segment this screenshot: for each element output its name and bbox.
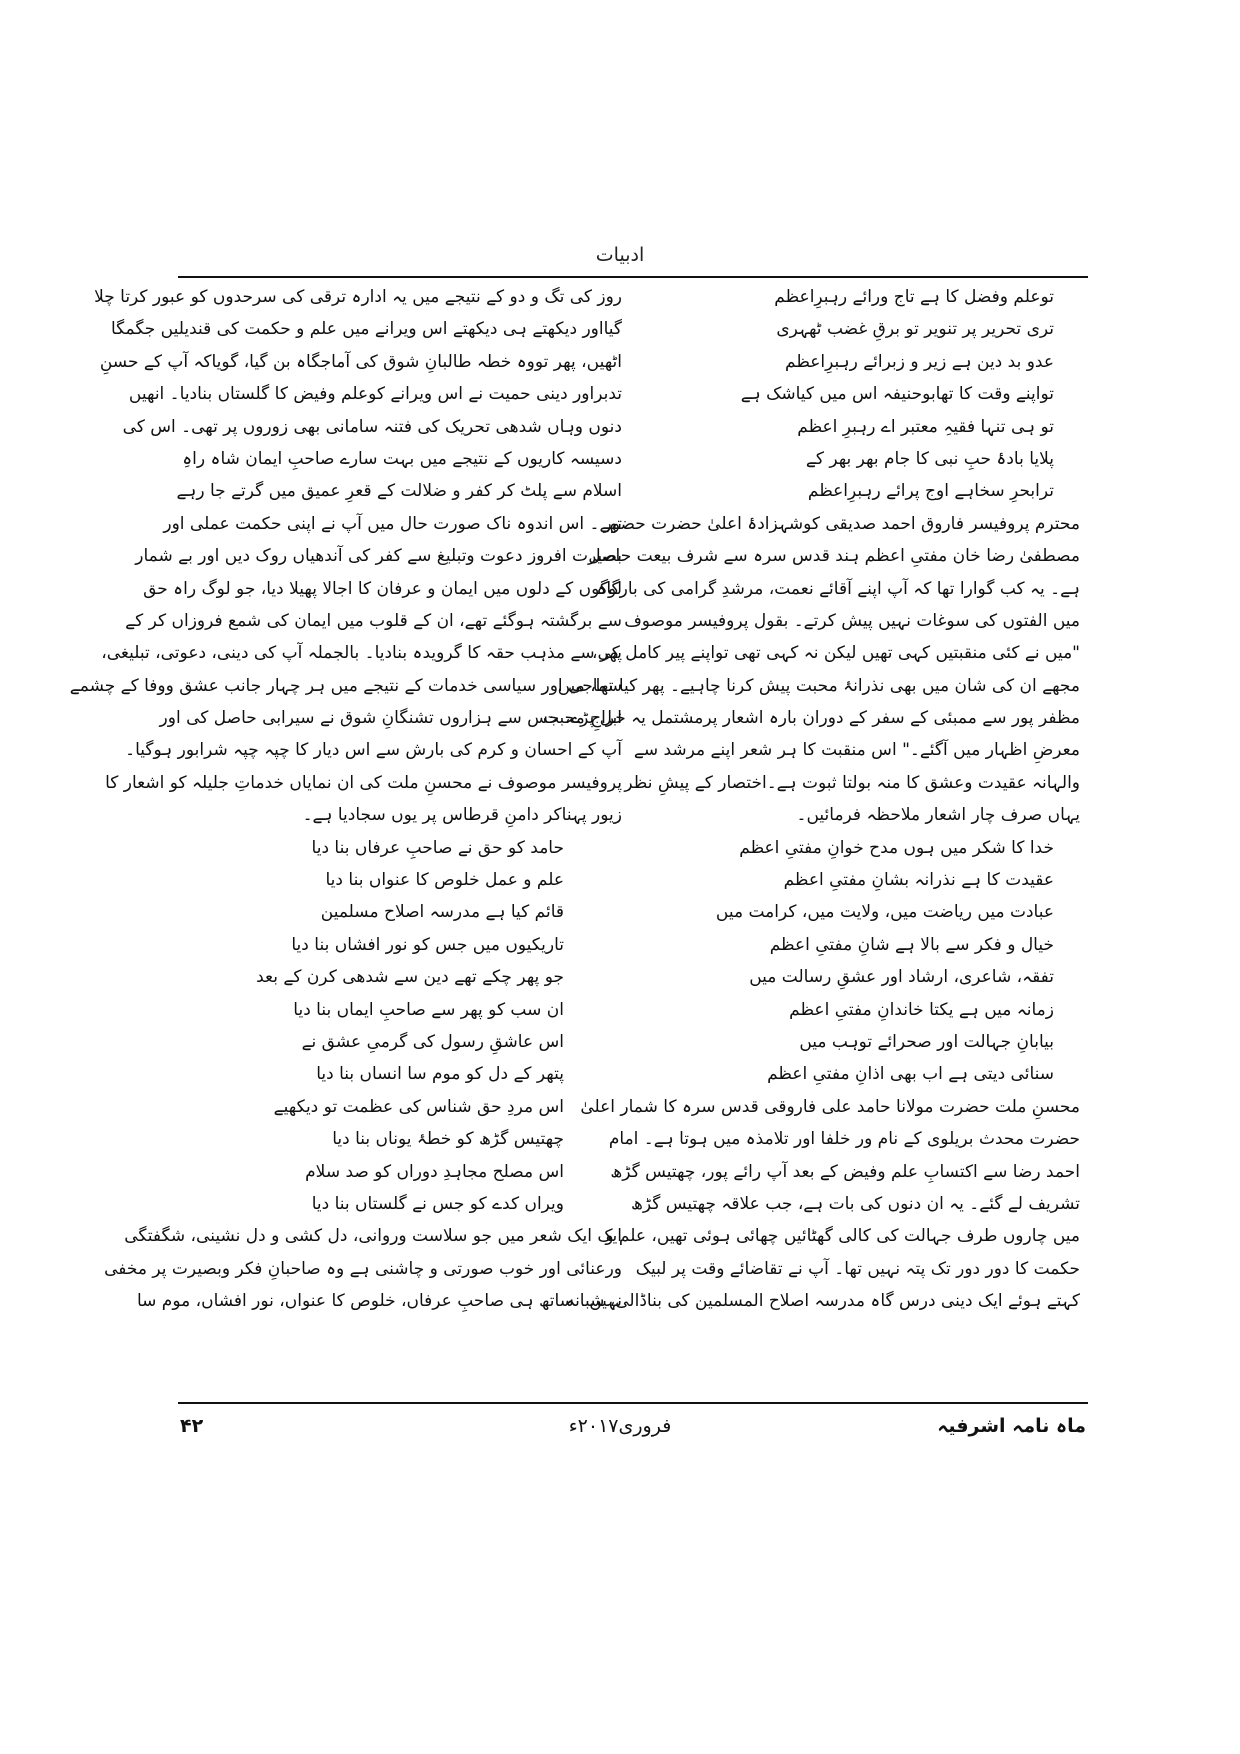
verse-line: تری تحریر پر تنویر تو برقِ غضب ٹھہری <box>776 319 1054 340</box>
prose-line: مصطفیٰ رضا خان مفتیِ اعظم ہند قدس سرہ سے شرف بیعت حاصل <box>588 546 1080 567</box>
prose-line: ہے۔ یہ کب گوارا تھا کہ آپ اپنے آقائے نعمت، مرشدِ گرامی کی بارگاہ <box>596 578 1080 599</box>
verse-line: عدو بد دین ہے زیر و زبرائے رہبرِاعظم <box>785 351 1054 372</box>
section-title: ادبیات <box>595 244 645 266</box>
prose-line: پھر سے مذہب حقہ کا گرویدہ بنادیا۔ بالجملہ آپ کی دینی، دعوتی، تبلیغی، <box>101 643 622 664</box>
prose-line: والہانہ عقیدت وعشق کا منہ بولتا ثبوت ہے۔اختصار کے پیشِ نظر <box>624 772 1080 793</box>
verse-block <box>638 832 1080 1091</box>
page-number: ۴۲ <box>180 1415 204 1437</box>
verse-line: عقیدت کا ہے نذرانہ بشانِ مفتیِ اعظم <box>783 870 1054 891</box>
prose-block <box>565 1091 1080 1318</box>
prose-line: "میں نے کئی منقبتیں کہی تھیں لیکن نہ کہی تھی تواپنے پیر کامل کی، <box>592 643 1080 664</box>
prose-line: سے برگشتہ ہوگئے تھے، ان کے قلوب میں ایمان کی شمع فروزاں کر کے <box>125 610 622 631</box>
right-column <box>542 281 1080 1318</box>
prose-line: تھے۔ اس اندوہ ناک صورت حال میں آپ نے اپنی حکمت عملی اور <box>163 513 622 534</box>
verse-line: ویراں کدے کو جس نے گلستاں بنا دیا <box>311 1193 564 1214</box>
verse-line: خیال و فکر سے بالا ہے شانِ مفتیِ اعظم <box>769 934 1054 955</box>
verse-line: چھتیس گڑھ کو خطۂ یوناں بنا دیا <box>332 1129 564 1150</box>
prose-line: میں چاروں طرف جہالت کی کالی گھٹائیں چھائی ہوئی تھیں، علم و <box>605 1226 1080 1247</box>
verse-line: پلایا بادۂ حبِ نبی کا جام بھر بھر کے <box>805 448 1054 469</box>
left-column <box>69 281 622 1318</box>
prose-line: معرضِ اظہار میں آگئے۔" اس منقبت کا ہر شعر اپنے مرشد سے <box>633 740 1080 761</box>
prose-line: نہیں۔ ساتھ ہی صاحبِ عرفاں، خلوص کا عنواں، نور افشاں، موم سا <box>136 1291 622 1312</box>
prose-line: روز کی تگ و دو کے نتیجے میں یہ ادارہ ترقی کی سرحدوں کو عبور کرتا چلا <box>94 287 622 307</box>
verse-line: بیابانِ جہالت اور صحرائے توہب میں <box>799 1031 1054 1052</box>
prose-block <box>542 508 1080 832</box>
verse-line: علم و عمل خلوص کا عنواں بنا دیا <box>325 870 564 891</box>
prose-line: مجھے ان کی شان میں بھی نذرانۂ محبت پیش کرنا چاہیے۔ پھر کیا تھا، میں <box>557 675 1080 696</box>
verse-line: تاریکیوں میں جس کو نور افشاں بنا دیا <box>291 934 564 955</box>
prose-line: زیور پہناکر دامنِ قرطاس پر یوں سجادیا ہے۔ <box>302 805 622 826</box>
verse-line: تو ہی تنہا فقیہِ معتبر اے رہبرِ اعظم <box>797 416 1054 437</box>
prose-line: محترم پروفیسر فاروق احمد صدیقی کوشہزادۂ اعلیٰ حضرت حضور <box>603 513 1080 534</box>
verse-line: حامد کو حق نے صاحبِ عرفاں بنا دیا <box>311 837 564 858</box>
prose-line: تدبراور دینی حمیت نے اس ویرانے کوعلم وفیض کا گلستاں بنادیا۔ انھیں <box>128 384 622 405</box>
prose-line: کہتے ہوئے ایک دینی درس گاہ مدرسہ اصلاح المسلمین کی بناڈالی، شبانہ <box>565 1291 1080 1312</box>
prose-line: سماجی اور سیاسی خدمات کے نتیجے میں ہر چہار جانب عشق ووفا کے چشمے <box>69 675 622 696</box>
prose-block <box>104 1220 622 1317</box>
prose-line: گیااور دیکھتے ہی دیکھتے اس ویرانے میں علم و حکمت کی قندیلیں جگمگا <box>110 319 622 340</box>
verse-line: تواپنے وقت کا تھابوحنیفہ اس میں کیاشک ہے <box>740 384 1054 405</box>
prose-line: بصیرت افروز دعوت وتبلیغ سے کفر کی آندھیاں روک دیں اور بے شمار <box>135 546 622 567</box>
header-divider <box>178 276 1088 278</box>
prose-line: تشریف لے گئے۔ یہ ان دنوں کی بات ہے، جب علاقہ چھتیس گڑھ <box>631 1193 1080 1214</box>
footer-divider <box>178 1402 1088 1404</box>
prose-line: حکمت کا دور دور تک پتہ نہیں تھا۔ آپ نے تقاضائے وقت پر لبیک <box>635 1258 1080 1279</box>
magazine-name: ماہ نامہ اشرفیہ <box>937 1415 1086 1437</box>
verse-line: ترابحرِ سخاہے اوج پرائے رہبرِاعظم <box>807 481 1054 502</box>
prose-line: آپ کے احسان و کرم کی بارش سے اس دیار کا چپہ چپہ شرابور ہوگیا۔ <box>125 740 622 761</box>
verse-block <box>638 281 1080 508</box>
prose-line: لوگوں کے دلوں میں ایمان و عرفان کا اجالا پھیلا دیا، جو لوگ راہ حق <box>143 578 622 599</box>
prose-block <box>69 281 622 832</box>
prose-line: ورعنائی اور خوب صورتی و چاشنی ہے وہ صاحبانِ فکر وبصیرت پر مخفی <box>104 1258 622 1279</box>
verse-line: سنائی دیتی ہے اب بھی اذانِ مفتیِ اعظم <box>767 1064 1054 1085</box>
prose-line: احمد رضا سے اکتسابِ علم وفیض کے بعد آپ رائے پور، چھتیس گڑھ <box>610 1161 1080 1182</box>
prose-line: مظفر پور سے ممبئی کے سفر کے دوران بارہ اشعار پرمشتمل یہ خراجِ محبت <box>542 708 1080 729</box>
prose-line: ابل پڑے، جس سے ہزاروں تشنگانِ شوق نے سیرابی حاصل کی اور <box>159 708 622 729</box>
prose-line: ایک ایک شعر میں جو سلاست وروانی، دل کشی و دل نشینی، شگفتگی <box>124 1226 622 1247</box>
verse-line: جو پھر چکے تھے دین سے شدھی کرن کے بعد <box>256 967 564 988</box>
verse-line: تفقہ، شاعری، ارشاد اور عشقِ رسالت میں <box>749 967 1054 988</box>
verse-line: قائم کیا ہے مدرسہ اصلاح مسلمین <box>320 902 564 923</box>
issue-date: فروری۲۰۱۷ء <box>568 1415 672 1437</box>
prose-line: دسیسہ کاریوں کے نتیجے میں بہت سارے صاحبِ ایمان شاہ راہِ <box>182 448 622 469</box>
verse-line: اس عاشقِ رسول کی گرمیِ عشق نے <box>301 1031 564 1052</box>
prose-line: پروفیسر موصوف نے محسنِ ملت کی ان نمایاں خدماتِ جلیلہ کو اشعار کا <box>105 772 622 793</box>
verse-line: اس مردِ حق شناس کی عظمت تو دیکھیے <box>273 1096 564 1117</box>
prose-line: دنوں وہاں شدھی تحریک کی فتنہ سامانی بھی زوروں پر تھی۔ اس کی <box>122 416 622 437</box>
verse-line: ان سب کو پھر سے صاحبِ ایماں بنا دیا <box>293 999 564 1020</box>
prose-line: اسلام سے پلٹ کر کفر و ضلالت کے قعرِ عمیق میں گرتے جا رہے <box>176 481 622 502</box>
verse-line: عبادت میں ریاضت میں، ولایت میں، کرامت میں <box>715 902 1054 923</box>
prose-line: حضرت محدث بریلوی کے نام ور خلفا اور تلامذہ میں ہوتا ہے۔ امام <box>608 1129 1080 1150</box>
verse-line: پتھر کے دل کو موم سا انساں بنا دیا <box>316 1064 564 1085</box>
prose-line: محسنِ ملت حضرت مولانا حامد علی فاروقی قدس سرہ کا شمار اعلیٰ <box>580 1096 1080 1117</box>
verse-line: زمانہ میں ہے یکتا خاندانِ مفتیِ اعظم <box>789 999 1054 1020</box>
verse-line: خدا کا شکر میں ہوں مدح خوانِ مفتیِ اعظم <box>739 837 1054 858</box>
prose-line: یہاں صرف چار اشعار ملاحظہ فرمائیں۔ <box>796 805 1080 826</box>
verse-line: اس مصلح مجاہدِ دوراں کو صد سلام <box>305 1161 564 1182</box>
verse-block <box>180 832 622 1221</box>
verse-line: توعلم وفضل کا ہے تاج ورائے رہبرِاعظم <box>774 287 1054 307</box>
prose-line: میں الفتوں کی سوغات نہیں پیش کرتے۔ بقول پروفیسر موصوف <box>624 610 1080 631</box>
prose-line: اٹھیں، پھر تووہ خطہ طالبانِ شوق کی آماجگاہ بن گیا، گویاکہ آپ کے حسنِ <box>99 351 622 372</box>
